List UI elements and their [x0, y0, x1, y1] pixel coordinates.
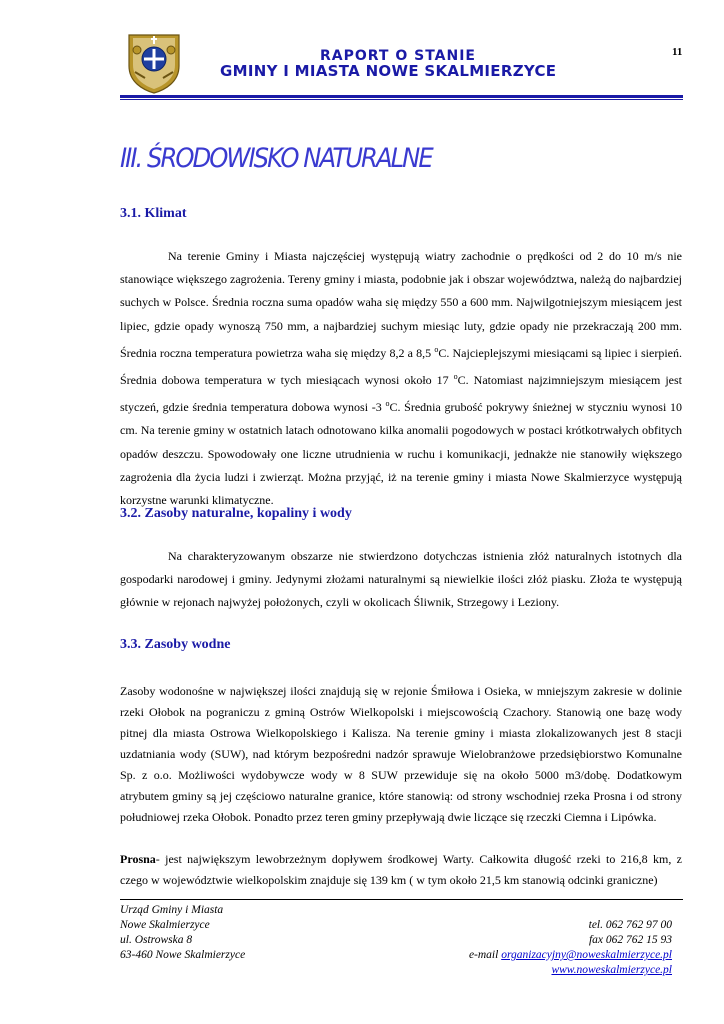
footer-rule: [120, 899, 683, 900]
header-rule-thin: [120, 99, 683, 100]
section-paragraph-zasoby-naturalne: Na charakteryzowanym obszarze nie stwierdzono dotychczas istnienia złóż naturalnych istotnych dla gospodarki narodowej i gminy. Jedynymi złożami naturalnymi są niewielkie ilości złóż piasku. Złoża te występują głównie w rejonach najwyżej położonych, czyli w okolicach Śliwnik, Strzegowy i Leziony.: [120, 549, 682, 610]
section-heading-zasoby-wodne: 3.3. Zasoby wodne: [120, 637, 231, 652]
footer-email-label: e-mail: [468, 949, 502, 961]
section-paragraph-prosna: Prosna- jest największym lewobrzeżnym dopływem środkowej Warty. Całkowita długość rzeki to 216,8 km, z czego w województwie wielkopolskim znajduje się 139 km ( w tym około 21,5 km stanowią odcinki graniczne): [120, 852, 682, 887]
report-title-line1: RAPORT O STANIE: [320, 48, 476, 64]
footer-office-name: Urząd Gminy i Miasta: [120, 904, 224, 916]
report-title-line2: GMINY I MIASTA NOWE SKALMIERZYCE: [220, 62, 557, 80]
page-number: 11: [672, 46, 683, 58]
section-heading-zasoby-naturalne: 3.2. Zasoby naturalne, kopaliny i wody: [120, 506, 352, 521]
section-paragraph-klimat: Na terenie Gminy i Miasta najczęściej występują wiatry zachodnie o prędkości od 2 do 10 m/s nie stanowiące większego zagrożenia. Tereny gminy i miasta, podobnie jak i obszar województwa, należą do najbardziej suchych w Polsce. Średnia roczna suma opadów waha się między 550 a 600 mm. Najwilgotniejszym miesiącem jest lipiec, gdzie opady wynoszą 750 mm, a najbardziej suchym miesiąc luty, gdzie opady nie przekraczają 200 mm. Średnia roczna temperatura powietrza waha się między 8,2 a 8,5 $^o$C. Najcieplejszymi miesiącami są lipiec i sierpień. Średnia dobowa temperatura w tych miesiącach wynosi około 17 $^o$C. Natomiast najzimniejszym miesiącem jest styczeń, gdzie średnia temperatura dobowa wynosi -3 $^o$C. Średnia grubość pokrywy śnieżnej w styczniu wynosi 10 cm. Na terenie gminy w ostatnich latach odnotowano kilka anomalii pogodowych w postaci krótkotrwałych obfitych opadów deszczu. Spowodowały one liczne utrudnienia w ruchu i komunikacji, jednakże nie stanowiły większego zagrożenia dla życia ludzi i zwierząt. Można przyjąć, iż na terenie gminy i miasta Nowe Skalmierzyce występują korzystne warunki klimatyczne.: [120, 249, 683, 508]
chapter-title: III. ŚRODOWISKO NATURALNE: [120, 143, 432, 174]
footer-town: Nowe Skalmierzyce: [120, 919, 210, 931]
header-rule: [120, 95, 683, 98]
footer-fax: fax 062 762 15 93: [588, 934, 672, 946]
footer-postcode: 63-460 Nowe Skalmierzyce: [120, 949, 246, 961]
footer-phone: tel. 062 762 97 00: [588, 919, 672, 931]
coat-of-arms-logo: [125, 32, 183, 94]
footer-email-link[interactable]: organizacyjny@noweskalmierzyce.pl: [501, 949, 672, 961]
section-heading-klimat: 3.1. Klimat: [120, 206, 187, 221]
footer-email-line: [469, 948, 672, 963]
section-paragraph-zasoby-wodne: Zasoby wodonośne w największej ilości znajdują się w rejonie Śmiłowa i Osieka, w mniejszym zakresie w dolinie rzeki Ołobok na pograniczu z gminą Ostrów Wielkopolski i miejscowością Czachory. Stanowią one bazę wody pitnej dla miasta Ostrowa Wielkopolskiego i Kalisza. Na terenie gminy i miasta zlokalizowanych jest 8 stacji uzdatniania wody (SUW), nad którym bezpośredni nadzór sprawuje Wielobranżowe przedsiębiorstwo Komunalne Sp. z o.o. Możliwości wydobywcze wody w 8 SUW przewiduje się na około 5000 m3/dobę. Dodatkowym atrybutem gminy są jej częściowo naturalne granice, które stanowią: od strony wschodniej rzeka Prosna i od strony południowej rzeka Ołobok. Ponadto przez teren gminy przepływają dwie liczące się rzeczki Ciemna i Lipówka.: [120, 684, 682, 824]
footer-street: ul. Ostrowska 8: [120, 934, 193, 946]
footer-website-link[interactable]: www.noweskalmierzyce.pl: [551, 964, 672, 976]
footer-website-line: [551, 963, 672, 978]
